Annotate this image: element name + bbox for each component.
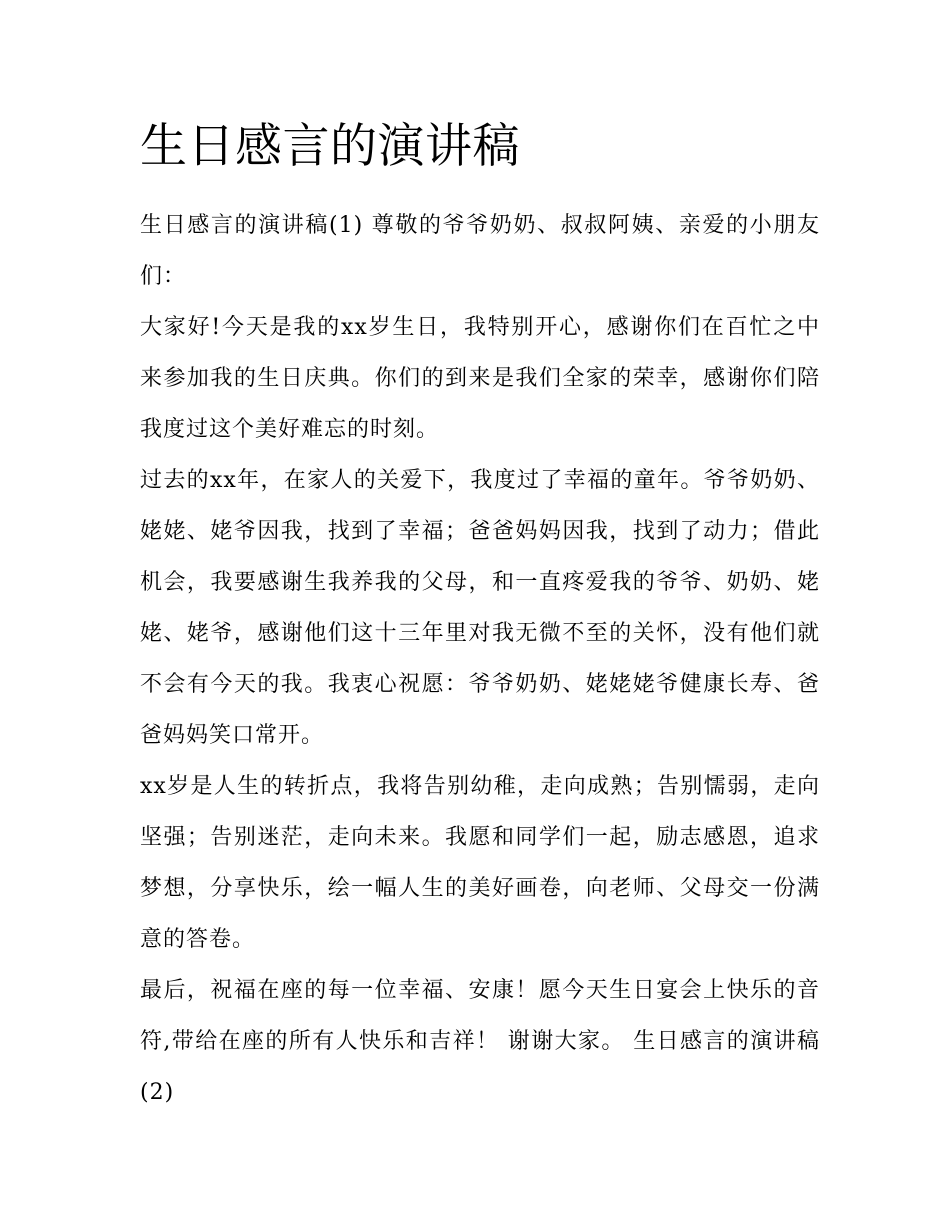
paragraph-family: 过去的xx年，在家人的关爱下，我度过了幸福的童年。爷爷奶奶、姥姥、姥爷因我，找到了幸福；爸爸妈妈因我，找到了动力；借此机会，我要感谢生我养我的父母，和一直疼爱我的爷爷、奶奶、姥姥、姥爷，感谢他们这十三年里对我无微不至的关怀，没有他们就不会有今天的我。我衷心祝愿：爷爷奶奶、姥姥姥爷健康长寿、爸爸妈妈笑口常开。 [140, 468, 820, 748]
paragraph-thanks: 大家好!今天是我的xx岁生日，我特别开心，感谢你们在百忙之中来参加我的生日庆典。你们的到来是我们全家的荣幸，感谢你们陪我度过这个美好难忘的时刻。 [140, 315, 820, 442]
paragraph-greeting: 生日感言的演讲稿(1) 尊敬的爷爷奶奶、叔叔阿姨、亲爱的小朋友们： [140, 213, 820, 289]
document-body [140, 112, 820, 1118]
paragraph-closing: 最后，祝福在座的每一位幸福、安康！愿今天生日宴会上快乐的音符,带给在座的所有人快乐和吉祥！ 谢谢大家。 生日感言的演讲稿(2) [140, 978, 820, 1105]
paragraph-future: xx岁是人生的转折点，我将告别幼稚，走向成熟；告别懦弱，走向坚强；告别迷茫，走向未来。我愿和同学们一起，励志感恩，追求梦想，分享快乐，绘一幅人生的美好画卷，向老师、父母交一份满意的答卷。 [140, 774, 820, 952]
document-title: 生日感言的演讲稿 [140, 119, 520, 174]
